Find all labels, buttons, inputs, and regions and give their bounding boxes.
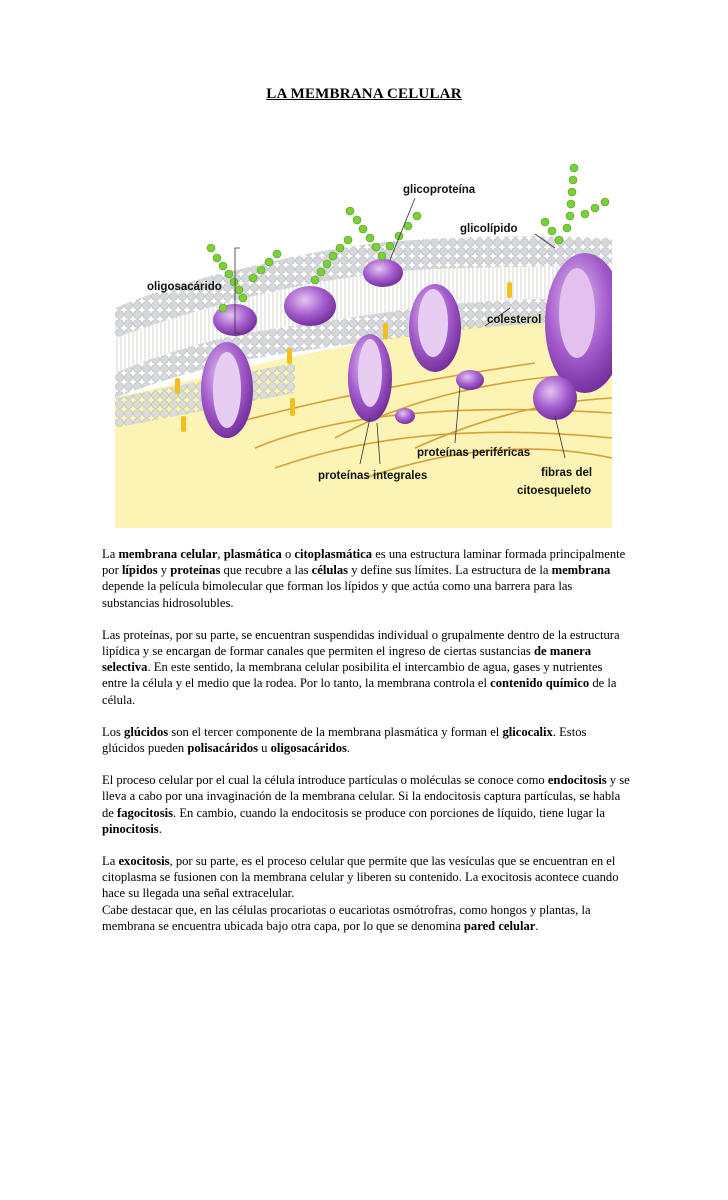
paragraph-6: Cabe destacar que, en las células procariotas o eucariotas osmótrofras, como hongos y plantas, la membrana se encuentra ubicada bajo otra capa, por lo que se denomina pared celular. (102, 902, 591, 933)
label-proteinas-perifericas: proteínas periféricas (417, 447, 531, 459)
label-fibras-line2: citoesqueleto (517, 485, 592, 497)
label-colesterol: colesterol (487, 314, 542, 326)
paragraph-1: La membrana celular, plasmática o citoplasmática es una estructura laminar formada principalmente por lípidos y proteínas que recubre a las células y define sus límites. La estructura de la membrana depende la película bimolecular que forman los lípidos y que actúa como una barrera para las substancias hidrosolubles. (102, 547, 626, 610)
paragraph-4: El proceso celular por el cual la célula introduce partículas o moléculas se conoce como endocitosis y se lleva a cabo por una invaginación de la membrana celular. Si la endocitosis captura partículas, se habla de fagocitosis. En cambio, cuando la endocitosis se produce con porciones de líquido, tiene lugar la pinocitosis. (102, 773, 630, 836)
body-text (102, 546, 630, 950)
label-proteinas-integrales: proteínas integrales (318, 470, 428, 482)
label-glicolipido: glicolípido (460, 223, 518, 235)
label-glicoproteina: glicoproteína (403, 184, 476, 196)
label-oligosacarido: oligosacárido (147, 281, 222, 293)
paragraph-3: Los glúcidos son el tercer componente de la membrana plasmática y forman el glicocalix. Estos glúcidos pueden polisacáridos u oligosacáridos. (102, 724, 587, 756)
label-fibras-line1: fibras del (541, 467, 593, 479)
paragraph-5: La exocitosis, por su parte, es el proceso celular que permite que las vesículas que se encuentran en el citoplasma se fusionen con la membrana celular y liberen su contenido. La exocitosis acontece cuando hace su llegada una señal extracelular. (102, 854, 619, 901)
cell-membrane-figure (115, 148, 612, 528)
page-title: LA MEMBRANA CELULAR (266, 86, 462, 102)
paragraph-2: Las proteínas, por su parte, se encuentran suspendidas individual o grupalmente dentro de la estructura lipídica y se encargan de formar canales que permiten el ingreso de ciertas sustancias de manera selectiva. En este sentido, la membrana celular posibilita el intercambio de agua, gases y nutrientes entre la célula y el medio que la rodea. Por lo tanto, la membrana controla el contenido químico de la célula. (102, 627, 620, 707)
